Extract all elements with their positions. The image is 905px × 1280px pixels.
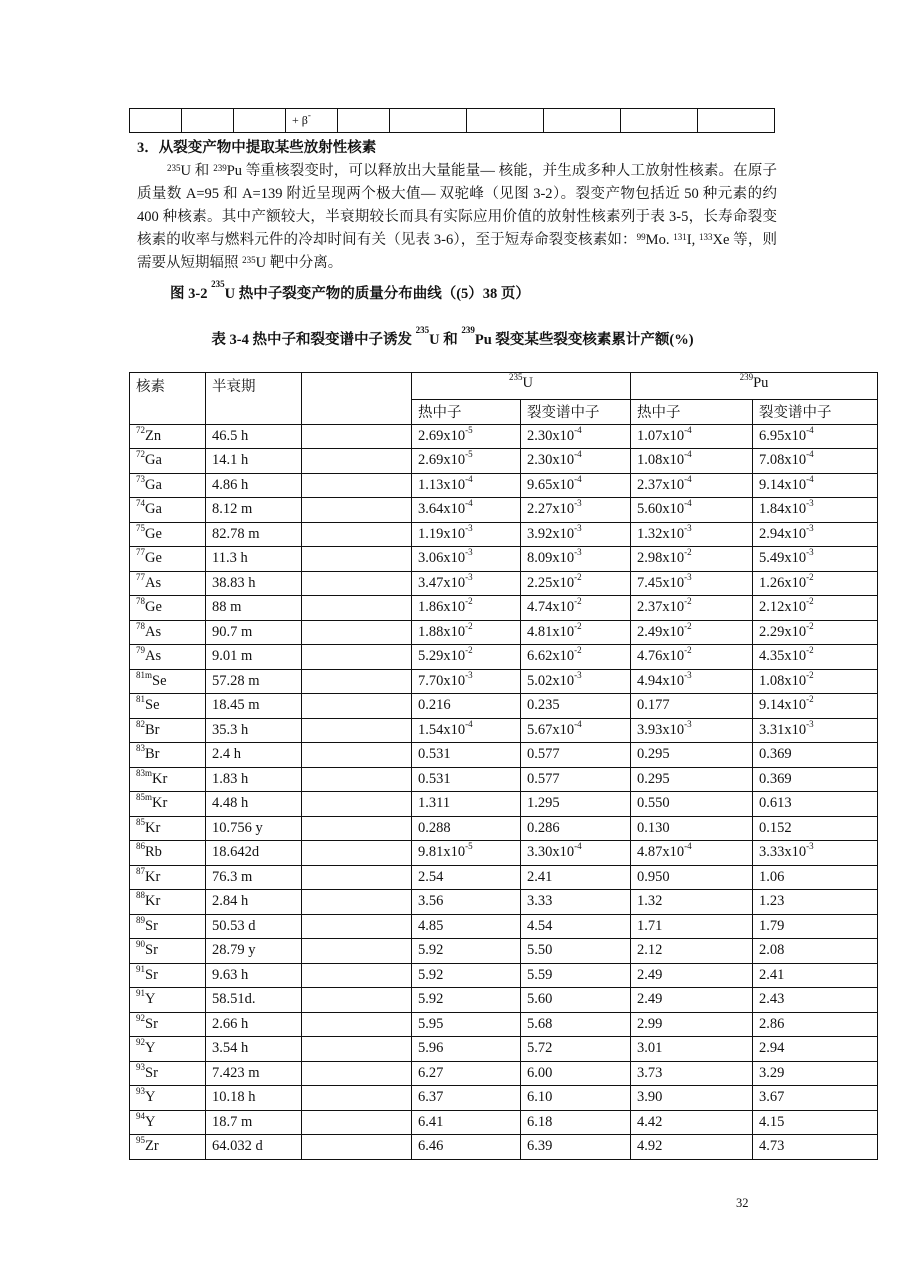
blank-cell xyxy=(302,718,412,743)
nuclide-cell: $^{77}$As xyxy=(130,571,206,596)
pu239-thermal-cell: $1.08x10^{-4}$ xyxy=(631,449,753,474)
pu239-fission-spectrum-cell: $1.26x10^{-2}$ xyxy=(753,571,878,596)
u235-fission-spectrum-cell: 5.72 xyxy=(521,1037,631,1062)
pu239-fission-spectrum-cell: $1.08x10^{-2}$ xyxy=(753,669,878,694)
blank-cell xyxy=(302,571,412,596)
nuclide-cell: $^{82}$Br xyxy=(130,718,206,743)
nuclide-cell: $^{77}$Ge xyxy=(130,547,206,572)
u235-fission-spectrum-cell: $4.74x10^{-2}$ xyxy=(521,596,631,621)
blank-cell xyxy=(302,449,412,474)
pu239-thermal-cell: 3.73 xyxy=(631,1061,753,1086)
pu239-thermal-cell: 0.177 xyxy=(631,694,753,719)
half-life-cell: 90.7 m xyxy=(206,620,302,645)
half-life-cell: 35.3 h xyxy=(206,718,302,743)
u235-fission-spectrum-cell: 1.295 xyxy=(521,792,631,817)
u235-thermal-cell: 0.288 xyxy=(412,816,521,841)
pu239-fission-spectrum-cell: 1.23 xyxy=(753,890,878,915)
pu239-fission-spectrum-cell: 0.369 xyxy=(753,767,878,792)
pu239-fission-spectrum-cell: $5.49x10^{-3}$ xyxy=(753,547,878,572)
table-cell xyxy=(234,109,286,133)
u235-thermal-cell: 6.37 xyxy=(412,1086,521,1111)
u235-thermal-cell: 4.85 xyxy=(412,914,521,939)
nuclide-cell: $^{78}$As xyxy=(130,620,206,645)
table-row xyxy=(130,473,878,498)
u235-fission-spectrum-cell: $2.30x10^{-4}$ xyxy=(521,449,631,474)
half-life-cell: 10.18 h xyxy=(206,1086,302,1111)
half-life-cell: 64.032 d xyxy=(206,1135,302,1160)
u235-thermal-cell: 5.92 xyxy=(412,963,521,988)
u235-thermal-cell: 5.95 xyxy=(412,1012,521,1037)
pu239-thermal-cell: $4.94x10^{-3}$ xyxy=(631,669,753,694)
half-life-cell: 4.48 h xyxy=(206,792,302,817)
nuclide-cell: $^{83}$Br xyxy=(130,743,206,768)
table-row xyxy=(130,620,878,645)
table-row xyxy=(130,1061,878,1086)
blank-cell xyxy=(302,890,412,915)
nuclide-cell: $^{90}$Sr xyxy=(130,939,206,964)
table-row xyxy=(130,816,878,841)
nuclide-cell: $^{92}$Sr xyxy=(130,1012,206,1037)
nuclide-cell: $^{89}$Sr xyxy=(130,914,206,939)
u235-fission-spectrum-cell: $2.30x10^{-4}$ xyxy=(521,424,631,449)
blank-cell xyxy=(302,620,412,645)
blank-cell xyxy=(302,522,412,547)
u235-thermal-cell: 5.96 xyxy=(412,1037,521,1062)
pu239-thermal-cell: 3.01 xyxy=(631,1037,753,1062)
half-life-cell: 46.5 h xyxy=(206,424,302,449)
pu239-fission-spectrum-cell: 4.73 xyxy=(753,1135,878,1160)
u235-thermal-cell: $2.69x10^{-5}$ xyxy=(412,424,521,449)
half-life-cell: 9.01 m xyxy=(206,645,302,670)
pu239-thermal-cell: $5.60x10^{-4}$ xyxy=(631,498,753,523)
nuclide-cell: $^{83m}$Kr xyxy=(130,767,206,792)
pu239-thermal-cell: 2.49 xyxy=(631,963,753,988)
u235-thermal-cell: $3.06x10^{-3}$ xyxy=(412,547,521,572)
u235-thermal-cell: 1.311 xyxy=(412,792,521,817)
blank-cell xyxy=(302,865,412,890)
u235-fission-spectrum-cell: 5.59 xyxy=(521,963,631,988)
blank-cell xyxy=(302,547,412,572)
u235-fission-spectrum-cell: $4.81x10^{-2}$ xyxy=(521,620,631,645)
table-row xyxy=(130,743,878,768)
pu239-thermal-cell: 2.49 xyxy=(631,988,753,1013)
nuclide-cell: $^{93}$Sr xyxy=(130,1061,206,1086)
pu239-thermal-cell: 2.99 xyxy=(631,1012,753,1037)
table-row xyxy=(130,939,878,964)
half-life-cell: 1.83 h xyxy=(206,767,302,792)
pu239-thermal-cell: $4.87x10^{-4}$ xyxy=(631,841,753,866)
table-cell xyxy=(130,109,182,133)
table-cell: + β- xyxy=(286,109,338,133)
u235-thermal-cell: $3.47x10^{-3}$ xyxy=(412,571,521,596)
pu239-thermal-cell: $2.37x10^{-2}$ xyxy=(631,596,753,621)
pu239-thermal-cell: 2.12 xyxy=(631,939,753,964)
figure-caption: 图 3-2 $^{235}$U 热中子裂变产物的质量分布曲线（(5）38 页） xyxy=(170,279,530,302)
u235-fission-spectrum-cell: 3.33 xyxy=(521,890,631,915)
nuclide-cell: $^{72}$Ga xyxy=(130,449,206,474)
nuclide-cell: $^{91}$Y xyxy=(130,988,206,1013)
u235-thermal-cell: $9.81x10^{-5}$ xyxy=(412,841,521,866)
half-life-cell: 3.54 h xyxy=(206,1037,302,1062)
blank-cell xyxy=(302,473,412,498)
half-life-cell: 18.45 m xyxy=(206,694,302,719)
nuclide-cell: $^{92}$Y xyxy=(130,1037,206,1062)
u235-fission-spectrum-cell: 0.235 xyxy=(521,694,631,719)
table-row xyxy=(130,767,878,792)
blank-cell xyxy=(302,939,412,964)
pu239-thermal-cell: 0.295 xyxy=(631,743,753,768)
pu239-fission-spectrum-cell: $2.29x10^{-2}$ xyxy=(753,620,878,645)
u235-fission-spectrum-cell: $5.67x10^{-4}$ xyxy=(521,718,631,743)
pu239-thermal-cell: $1.07x10^{-4}$ xyxy=(631,424,753,449)
nuclide-cell: $^{88}$Kr xyxy=(130,890,206,915)
u235-thermal-cell: $7.70x10^{-3}$ xyxy=(412,669,521,694)
u235-fission-spectrum-cell: $6.62x10^{-2}$ xyxy=(521,645,631,670)
pu239-thermal-cell: 0.550 xyxy=(631,792,753,817)
u235-fission-spectrum-cell: 0.577 xyxy=(521,743,631,768)
pu239-fission-spectrum-cell: $7.08x10^{-4}$ xyxy=(753,449,878,474)
pu239-thermal-cell: 4.42 xyxy=(631,1110,753,1135)
pu239-fission-spectrum-cell: $4.35x10^{-2}$ xyxy=(753,645,878,670)
blank-cell xyxy=(302,743,412,768)
u235-thermal-cell: 5.92 xyxy=(412,988,521,1013)
blank-cell xyxy=(302,841,412,866)
pu239-thermal-cell: 3.90 xyxy=(631,1086,753,1111)
table-row xyxy=(130,1135,878,1160)
table-row xyxy=(130,1012,878,1037)
u235-fission-spectrum-cell: $5.02x10^{-3}$ xyxy=(521,669,631,694)
pu239-fission-spectrum-cell: 0.613 xyxy=(753,792,878,817)
pu239-thermal-cell: 0.295 xyxy=(631,767,753,792)
blank-cell xyxy=(302,596,412,621)
u235-fission-spectrum-cell: $2.25x10^{-2}$ xyxy=(521,571,631,596)
table-row xyxy=(130,645,878,670)
blank-cell xyxy=(302,645,412,670)
pu239-fission-spectrum-cell: 4.15 xyxy=(753,1110,878,1135)
nuclide-cell: $^{79}$As xyxy=(130,645,206,670)
pu239-fission-spectrum-cell: 2.41 xyxy=(753,963,878,988)
blank-cell xyxy=(302,1086,412,1111)
pu239-fission-spectrum-cell: $2.94x10^{-3}$ xyxy=(753,522,878,547)
nuclide-cell: $^{72}$Zn xyxy=(130,424,206,449)
nuclide-cell: $^{91}$Sr xyxy=(130,963,206,988)
nuclide-cell: $^{94}$Y xyxy=(130,1110,206,1135)
u235-thermal-cell: 0.216 xyxy=(412,694,521,719)
header-pu239-fission-spectrum: 裂变谱中子 xyxy=(753,400,878,425)
half-life-cell: 18.7 m xyxy=(206,1110,302,1135)
half-life-cell: 9.63 h xyxy=(206,963,302,988)
pu239-fission-spectrum-cell: $6.95x10^{-4}$ xyxy=(753,424,878,449)
nuclide-cell: $^{74}$Ga xyxy=(130,498,206,523)
u235-fission-spectrum-cell: 6.18 xyxy=(521,1110,631,1135)
table-caption: 表 3-4 热中子和裂变谱中子诱发 $^{235}$U 和 $^{239}$Pu 裂变某些裂变核素累计产额(%) xyxy=(211,325,694,348)
blank-cell xyxy=(302,1061,412,1086)
pu239-fission-spectrum-cell: 3.67 xyxy=(753,1086,878,1111)
table-row xyxy=(130,1086,878,1111)
blank-cell xyxy=(302,424,412,449)
half-life-cell: 50.53 d xyxy=(206,914,302,939)
table-row xyxy=(130,1110,878,1135)
u235-fission-spectrum-cell: 2.41 xyxy=(521,865,631,890)
pu239-thermal-cell: 0.130 xyxy=(631,816,753,841)
header-u235-thermal: 热中子 xyxy=(412,400,521,425)
nuclide-cell: $^{86}$Rb xyxy=(130,841,206,866)
pu239-thermal-cell: $3.93x10^{-3}$ xyxy=(631,718,753,743)
blank-cell xyxy=(302,914,412,939)
u235-fission-spectrum-cell: $3.30x10^{-4}$ xyxy=(521,841,631,866)
u235-thermal-cell: 6.46 xyxy=(412,1135,521,1160)
u235-thermal-cell: 2.54 xyxy=(412,865,521,890)
u235-thermal-cell: $3.64x10^{-4}$ xyxy=(412,498,521,523)
u235-fission-spectrum-cell: 6.10 xyxy=(521,1086,631,1111)
table-row xyxy=(130,914,878,939)
table-row xyxy=(130,792,878,817)
pu239-fission-spectrum-cell: 3.29 xyxy=(753,1061,878,1086)
blank-cell xyxy=(302,1135,412,1160)
half-life-cell: 2.84 h xyxy=(206,890,302,915)
header-pu239: $^{239}$Pu xyxy=(631,373,878,400)
u235-thermal-cell: 0.531 xyxy=(412,743,521,768)
header-u235: $^{235}$U xyxy=(412,373,631,400)
header-half-life: 半衰期 xyxy=(206,373,302,425)
table-row xyxy=(130,890,878,915)
table-cell xyxy=(544,109,621,133)
section-heading: 3．从裂变产物中提取某些放射性核素 xyxy=(137,140,377,156)
table-row xyxy=(130,498,878,523)
pu239-thermal-cell: 4.92 xyxy=(631,1135,753,1160)
pu239-fission-spectrum-cell: $1.84x10^{-3}$ xyxy=(753,498,878,523)
table-row xyxy=(130,547,878,572)
pu239-thermal-cell: 1.71 xyxy=(631,914,753,939)
u235-thermal-cell: $1.19x10^{-3}$ xyxy=(412,522,521,547)
blank-cell xyxy=(302,816,412,841)
half-life-cell: 57.28 m xyxy=(206,669,302,694)
u235-fission-spectrum-cell: 5.60 xyxy=(521,988,631,1013)
pu239-fission-spectrum-cell: $9.14x10^{-2}$ xyxy=(753,694,878,719)
u235-thermal-cell: $1.86x10^{-2}$ xyxy=(412,596,521,621)
pu239-thermal-cell: $1.32x10^{-3}$ xyxy=(631,522,753,547)
table-row xyxy=(130,718,878,743)
nuclide-cell: $^{73}$Ga xyxy=(130,473,206,498)
nuclide-cell: $^{78}$Ge xyxy=(130,596,206,621)
pu239-fission-spectrum-cell: 2.86 xyxy=(753,1012,878,1037)
nuclide-cell: $^{93}$Y xyxy=(130,1086,206,1111)
nuclide-cell: $^{87}$Kr xyxy=(130,865,206,890)
blank-cell xyxy=(302,792,412,817)
half-life-cell: 76.3 m xyxy=(206,865,302,890)
table-row xyxy=(130,694,878,719)
blank-cell xyxy=(302,1110,412,1135)
u235-fission-spectrum-cell: 5.50 xyxy=(521,939,631,964)
pu239-thermal-cell: $2.98x10^{-2}$ xyxy=(631,547,753,572)
header-blank xyxy=(302,373,412,425)
table-row xyxy=(130,669,878,694)
nuclide-cell: $^{85m}$Kr xyxy=(130,792,206,817)
half-life-cell: 7.423 m xyxy=(206,1061,302,1086)
u235-thermal-cell: $2.69x10^{-5}$ xyxy=(412,449,521,474)
pu239-thermal-cell: 0.950 xyxy=(631,865,753,890)
pu239-fission-spectrum-cell: 1.06 xyxy=(753,865,878,890)
table-row xyxy=(130,424,878,449)
u235-fission-spectrum-cell: $8.09x10^{-3}$ xyxy=(521,547,631,572)
pu239-fission-spectrum-cell: $9.14x10^{-4}$ xyxy=(753,473,878,498)
page-number: 32 xyxy=(736,1196,749,1210)
table-row xyxy=(130,596,878,621)
table-row xyxy=(130,522,878,547)
table-cell xyxy=(182,109,234,133)
table-row xyxy=(130,571,878,596)
half-life-cell: 2.4 h xyxy=(206,743,302,768)
beta-decay-label: + β xyxy=(292,113,308,127)
u235-fission-spectrum-cell: 5.68 xyxy=(521,1012,631,1037)
header-u235-fission-spectrum: 裂变谱中子 xyxy=(521,400,631,425)
continued-table-row xyxy=(129,108,775,133)
u235-fission-spectrum-cell: 0.286 xyxy=(521,816,631,841)
table-row xyxy=(130,963,878,988)
pu239-thermal-cell: $2.49x10^{-2}$ xyxy=(631,620,753,645)
u235-thermal-cell: $1.13x10^{-4}$ xyxy=(412,473,521,498)
nuclide-cell: $^{75}$Ge xyxy=(130,522,206,547)
pu239-thermal-cell: $7.45x10^{-3}$ xyxy=(631,571,753,596)
nuclide-cell: $^{81m}$Se xyxy=(130,669,206,694)
u235-fission-spectrum-cell: 0.577 xyxy=(521,767,631,792)
pu239-fission-spectrum-cell: 2.94 xyxy=(753,1037,878,1062)
table-row xyxy=(130,449,878,474)
pu239-fission-spectrum-cell: 1.79 xyxy=(753,914,878,939)
blank-cell xyxy=(302,498,412,523)
pu239-thermal-cell: $2.37x10^{-4}$ xyxy=(631,473,753,498)
header-pu239-thermal: 热中子 xyxy=(631,400,753,425)
u235-thermal-cell: $1.54x10^{-4}$ xyxy=(412,718,521,743)
table-cell xyxy=(467,109,544,133)
u235-thermal-cell: 3.56 xyxy=(412,890,521,915)
pu239-fission-spectrum-cell: $2.12x10^{-2}$ xyxy=(753,596,878,621)
table-cell xyxy=(698,109,775,133)
body-paragraph: $^{235}$U 和 $^{239}$Pu 等重核裂变时，可以释放出大量能量— 核能，并生成多种人工放射性核素。在原子质量数 A=95 和 A=139 附近呈现两个极大值— 双驼峰（见图 3-2）。裂变产物包括近 50 种元素的约 400 种核素。其中产额较大，半衰期较长而具有实际应用价值的放射性核素列于表 3-5，长寿命裂变核素的收率与燃料元件的冷却时间有关（见表 3-6），至于短寿命裂变核素如：$^{99}$Mo. $^{131}$I, $^{133}$Xe 等，则需要从短期辐照 $^{235}$U 靶中分离。 xyxy=(137,163,777,271)
half-life-cell: 58.51d. xyxy=(206,988,302,1013)
blank-cell xyxy=(302,988,412,1013)
u235-fission-spectrum-cell: 6.39 xyxy=(521,1135,631,1160)
pu239-fission-spectrum-cell: $3.31x10^{-3}$ xyxy=(753,718,878,743)
half-life-cell: 10.756 y xyxy=(206,816,302,841)
table-cell xyxy=(621,109,698,133)
pu239-fission-spectrum-cell: 2.43 xyxy=(753,988,878,1013)
u235-thermal-cell: 6.27 xyxy=(412,1061,521,1086)
pu239-fission-spectrum-cell: 0.369 xyxy=(753,743,878,768)
fission-yield-table xyxy=(129,372,878,1160)
u235-thermal-cell: 0.531 xyxy=(412,767,521,792)
blank-cell xyxy=(302,694,412,719)
pu239-thermal-cell: 1.32 xyxy=(631,890,753,915)
pu239-fission-spectrum-cell: 0.152 xyxy=(753,816,878,841)
half-life-cell: 14.1 h xyxy=(206,449,302,474)
half-life-cell: 82.78 m xyxy=(206,522,302,547)
nuclide-cell: $^{95}$Zr xyxy=(130,1135,206,1160)
half-life-cell: 4.86 h xyxy=(206,473,302,498)
u235-thermal-cell: 6.41 xyxy=(412,1110,521,1135)
nuclide-cell: $^{85}$Kr xyxy=(130,816,206,841)
blank-cell xyxy=(302,1037,412,1062)
pu239-thermal-cell: $4.76x10^{-2}$ xyxy=(631,645,753,670)
header-nuclide: 核素 xyxy=(130,373,206,425)
half-life-cell: 88 m xyxy=(206,596,302,621)
blank-cell xyxy=(302,767,412,792)
blank-cell xyxy=(302,669,412,694)
pu239-fission-spectrum-cell: $3.33x10^{-3}$ xyxy=(753,841,878,866)
nuclide-cell: $^{81}$Se xyxy=(130,694,206,719)
table-row xyxy=(130,865,878,890)
table-row xyxy=(130,988,878,1013)
half-life-cell: 11.3 h xyxy=(206,547,302,572)
half-life-cell: 38.83 h xyxy=(206,571,302,596)
half-life-cell: 2.66 h xyxy=(206,1012,302,1037)
table-row xyxy=(130,1037,878,1062)
u235-fission-spectrum-cell: 4.54 xyxy=(521,914,631,939)
half-life-cell: 18.642d xyxy=(206,841,302,866)
u235-fission-spectrum-cell: 6.00 xyxy=(521,1061,631,1086)
table-cell xyxy=(338,109,390,133)
pu239-fission-spectrum-cell: 2.08 xyxy=(753,939,878,964)
u235-fission-spectrum-cell: $9.65x10^{-4}$ xyxy=(521,473,631,498)
table-row xyxy=(130,841,878,866)
u235-thermal-cell: 5.92 xyxy=(412,939,521,964)
u235-thermal-cell: $1.88x10^{-2}$ xyxy=(412,620,521,645)
u235-fission-spectrum-cell: $2.27x10^{-3}$ xyxy=(521,498,631,523)
u235-thermal-cell: $5.29x10^{-2}$ xyxy=(412,645,521,670)
half-life-cell: 8.12 m xyxy=(206,498,302,523)
half-life-cell: 28.79 y xyxy=(206,939,302,964)
blank-cell xyxy=(302,963,412,988)
blank-cell xyxy=(302,1012,412,1037)
u235-fission-spectrum-cell: $3.92x10^{-3}$ xyxy=(521,522,631,547)
table-cell xyxy=(390,109,467,133)
